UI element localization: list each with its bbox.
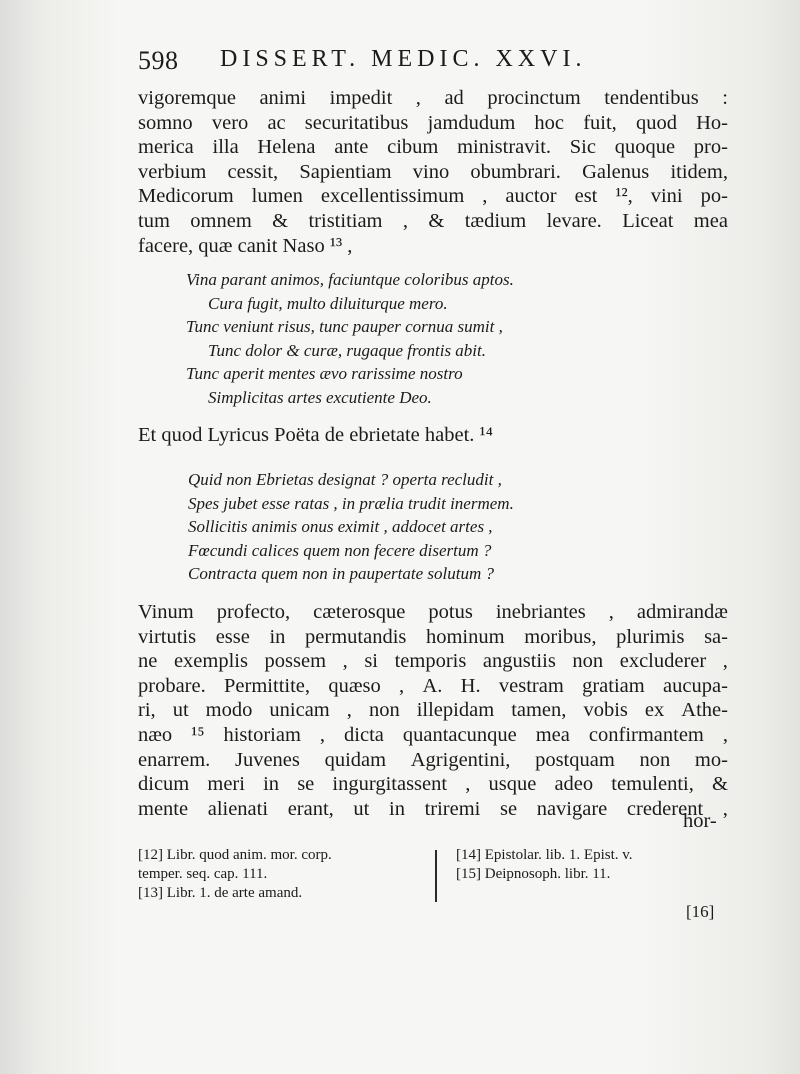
word: & bbox=[428, 209, 445, 232]
word: temulenti, bbox=[611, 773, 694, 796]
word: ante bbox=[334, 136, 369, 159]
word: , bbox=[722, 797, 728, 820]
word: mo- bbox=[694, 748, 728, 771]
verse-line: Simplicitas artes excutiente Deo. bbox=[208, 387, 432, 407]
word: permutandis bbox=[305, 625, 407, 648]
word: , bbox=[319, 723, 326, 746]
signature-mark: [16] bbox=[686, 902, 715, 921]
word: gratiam bbox=[582, 674, 645, 697]
word: po- bbox=[700, 185, 728, 208]
word: ut bbox=[353, 797, 370, 820]
word: & bbox=[272, 209, 289, 232]
word: tamen, bbox=[511, 699, 567, 722]
text-line bbox=[138, 748, 728, 773]
word: procinctum bbox=[487, 87, 581, 109]
word: securitatibus bbox=[304, 111, 409, 134]
word: quod bbox=[635, 111, 677, 134]
word: verbium bbox=[138, 160, 207, 183]
word: jamdudum bbox=[427, 111, 516, 134]
word: enarrem. bbox=[138, 748, 211, 771]
word: potus bbox=[428, 601, 473, 623]
word: impedit bbox=[329, 87, 393, 109]
verse-line: Cura fugit, multo diluiturque mero. bbox=[208, 293, 448, 313]
footnotes-right-column bbox=[456, 846, 633, 884]
text-line bbox=[138, 86, 728, 111]
word: inebriantes bbox=[495, 601, 586, 623]
word: Vinum bbox=[138, 601, 194, 623]
verse-line: Sollicitis animis onus eximit , addocet artes , bbox=[188, 517, 493, 536]
text-line bbox=[138, 184, 728, 209]
word: moribus, bbox=[524, 625, 597, 648]
word: triremi bbox=[424, 797, 481, 820]
word: angustiis bbox=[482, 650, 556, 673]
word: quantacunque bbox=[402, 723, 517, 746]
word: Agrigentini, bbox=[410, 748, 511, 771]
word: est bbox=[574, 185, 598, 208]
word: auctor bbox=[505, 185, 557, 208]
verse-line: Spes jubet esse ratas , in prælia trudit inermem. bbox=[188, 493, 514, 513]
word: tædium bbox=[464, 209, 527, 232]
verse-intro: Et quod Lyricus Poëta de ebrietate habet. ¹⁴ bbox=[138, 424, 493, 446]
word: esse bbox=[215, 625, 250, 648]
word: ¹², bbox=[615, 185, 633, 208]
word: Permittite, bbox=[224, 674, 311, 697]
verse-line: Tunc dolor & curæ, rugaque frontis abit. bbox=[208, 340, 487, 360]
word: ¹⁵ bbox=[191, 723, 205, 746]
word: confirmantem bbox=[588, 723, 704, 746]
word: & bbox=[712, 773, 728, 796]
word: unicam bbox=[269, 699, 330, 722]
page-number: 598 bbox=[138, 46, 179, 75]
word: levare. bbox=[546, 209, 602, 232]
word: obumbrari. bbox=[470, 160, 561, 183]
word: fuit, bbox=[583, 111, 617, 134]
word: in bbox=[269, 625, 286, 648]
word: cæterosque bbox=[313, 601, 406, 623]
text-line bbox=[138, 674, 728, 699]
word: , bbox=[402, 209, 409, 232]
word: quæso bbox=[328, 674, 381, 697]
word: , bbox=[346, 699, 352, 722]
word: non bbox=[639, 748, 671, 771]
word: se bbox=[500, 797, 518, 820]
text-line bbox=[138, 600, 728, 625]
word: modo bbox=[205, 699, 253, 722]
word: historiam bbox=[223, 723, 301, 746]
catchword: hor- bbox=[683, 810, 717, 832]
verse-line: Tunc aperit mentes ævo rarissime nostro bbox=[186, 364, 463, 383]
verse-line: Vina parant animos, faciuntque coloribus aptos. bbox=[186, 270, 514, 289]
word: ri, bbox=[138, 699, 156, 722]
word: ministravit. bbox=[457, 136, 552, 159]
word: A. bbox=[422, 674, 443, 697]
word: Liceat bbox=[622, 209, 674, 232]
text-line: facere, quæ canit Naso ¹³ , bbox=[138, 234, 353, 257]
word: omnem bbox=[190, 209, 252, 232]
word: , bbox=[465, 773, 471, 796]
text-line bbox=[138, 772, 728, 797]
word: adeo bbox=[554, 773, 594, 796]
word: , bbox=[722, 650, 728, 673]
word: non bbox=[572, 650, 604, 673]
verse-horace bbox=[188, 468, 778, 586]
running-title: DISSERT. MEDIC. XXVI. bbox=[220, 46, 587, 72]
word: alienati bbox=[207, 797, 269, 820]
footnote-15: [15] Deipnosoph. libr. 11. bbox=[456, 866, 611, 882]
word: merica bbox=[138, 136, 194, 159]
word: : bbox=[722, 87, 728, 109]
footnote-13: [13] Libr. 1. de arte amand. bbox=[138, 885, 303, 901]
word: si bbox=[364, 650, 378, 673]
text-line bbox=[138, 209, 728, 234]
word: , bbox=[415, 87, 421, 109]
word: illa bbox=[212, 136, 239, 159]
word: admirandæ bbox=[636, 601, 728, 623]
footnotes-left-column bbox=[138, 846, 332, 903]
word: itidem, bbox=[670, 160, 728, 183]
word: , bbox=[482, 185, 488, 208]
footnotes bbox=[138, 846, 728, 906]
word: Galenus bbox=[582, 160, 650, 183]
word: lumen bbox=[251, 185, 303, 208]
word: Medicorum bbox=[138, 185, 234, 208]
text-line bbox=[138, 625, 728, 650]
text-line bbox=[138, 111, 728, 136]
book-page bbox=[138, 0, 728, 1074]
word: possem bbox=[264, 650, 327, 673]
paragraph-1 bbox=[138, 86, 728, 258]
word: dicum bbox=[138, 773, 190, 796]
word: hoc bbox=[534, 111, 565, 134]
word: exemplis bbox=[173, 650, 248, 673]
word: meri bbox=[207, 773, 245, 796]
text-line bbox=[138, 723, 728, 748]
word: virtutis bbox=[138, 625, 197, 648]
word: usque bbox=[488, 773, 537, 796]
text-line bbox=[138, 797, 728, 822]
word: temporis bbox=[394, 650, 467, 673]
word: quidam bbox=[324, 748, 387, 771]
verse-ovid bbox=[186, 268, 776, 409]
word: excluderer bbox=[619, 650, 707, 673]
word: mea bbox=[693, 209, 728, 232]
word: cessit, bbox=[227, 160, 279, 183]
word: Juvenes bbox=[234, 748, 300, 771]
word: vino bbox=[412, 160, 450, 183]
text-line bbox=[138, 649, 728, 674]
word: ac bbox=[267, 111, 286, 134]
footnote-12-continued: temper. seq. cap. 111. bbox=[138, 866, 268, 882]
word: illepidam bbox=[416, 699, 495, 722]
verse-line: Contracta quem non in paupertate solutum ? bbox=[188, 564, 494, 583]
footnote-14: [14] Epistolar. lib. 1. Epist. v. bbox=[456, 847, 633, 863]
word: animi bbox=[259, 87, 307, 109]
text-line bbox=[138, 160, 728, 185]
word: Athe- bbox=[681, 699, 728, 722]
word: quoque bbox=[614, 136, 676, 159]
word: mente bbox=[138, 797, 189, 820]
word: Ho- bbox=[696, 111, 728, 134]
word: ad bbox=[444, 87, 464, 109]
word: in bbox=[389, 797, 405, 820]
word: probare. bbox=[138, 674, 206, 697]
word: postquam bbox=[535, 748, 615, 771]
word: næo bbox=[138, 723, 173, 746]
word: Sic bbox=[569, 136, 596, 159]
word: crederent bbox=[626, 797, 704, 820]
word: , bbox=[342, 650, 348, 673]
word: vigoremque bbox=[138, 87, 236, 109]
word: vero bbox=[211, 111, 249, 134]
word: , bbox=[399, 674, 405, 697]
word: ne bbox=[138, 650, 158, 673]
footnote-divider bbox=[435, 850, 437, 902]
word: plurimis bbox=[616, 625, 685, 648]
word: tristitiam bbox=[308, 209, 383, 232]
word: ut bbox=[172, 699, 189, 722]
word: ingurgitassent bbox=[332, 773, 448, 796]
word: se bbox=[297, 773, 315, 796]
word: in bbox=[263, 773, 280, 796]
running-head bbox=[138, 46, 728, 80]
verse-line: Quid non Ebrietas designat ? operta recludit , bbox=[188, 470, 502, 489]
word: aucupa- bbox=[663, 674, 728, 697]
word: , bbox=[722, 723, 728, 746]
word: profecto, bbox=[216, 601, 291, 623]
word: non bbox=[368, 699, 400, 722]
word: hominum bbox=[425, 625, 505, 648]
word: , bbox=[608, 601, 614, 623]
word: pro- bbox=[693, 136, 728, 159]
word: tendentibus bbox=[604, 87, 699, 109]
word: vini bbox=[650, 185, 683, 208]
word: Helena bbox=[257, 136, 316, 159]
word: vobis bbox=[583, 699, 628, 722]
paragraph-2 bbox=[138, 600, 728, 821]
word: H. bbox=[460, 674, 481, 697]
verse-line: Tunc veniunt risus, tunc pauper cornua sumit , bbox=[186, 317, 503, 336]
word: tum bbox=[138, 209, 170, 232]
word: navigare bbox=[536, 797, 608, 820]
word: ex bbox=[644, 699, 665, 722]
verse-line: Fœcundi calices quem non fecere disertum ? bbox=[188, 540, 492, 560]
footnote-12: [12] Libr. quod anim. mor. corp. bbox=[138, 847, 332, 863]
word: sa- bbox=[704, 625, 728, 648]
text-line bbox=[138, 698, 728, 723]
text-line bbox=[138, 135, 728, 160]
word: excellentissimum bbox=[320, 185, 465, 208]
word: somno bbox=[138, 111, 193, 134]
word: vestram bbox=[498, 674, 564, 697]
word: dicta bbox=[344, 723, 384, 746]
word: mea bbox=[535, 723, 570, 746]
word: cibum bbox=[387, 136, 439, 159]
word: Sapientiam bbox=[299, 160, 392, 183]
word: erant, bbox=[287, 797, 334, 820]
